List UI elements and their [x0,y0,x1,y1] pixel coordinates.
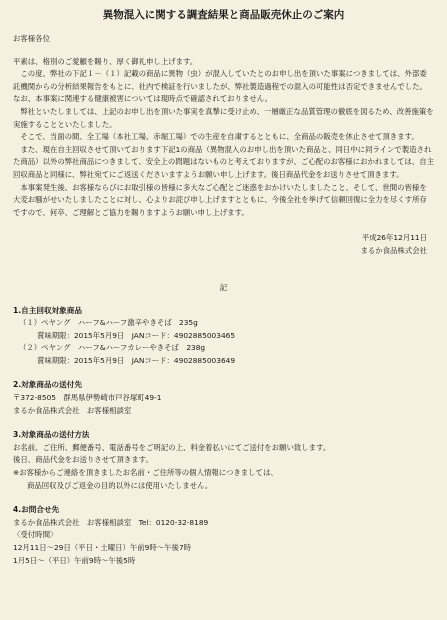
section-title: 3.対象商品の送付方法 [13,430,90,440]
page-title: 異物混入に関する調査結果と商品販売休止のご案内 [102,9,345,21]
hours-label: 〈受付時間〉 [13,530,58,540]
section-title: 1.自主回収対象商品 [13,305,82,315]
paragraph-return-request: また、現在自主回収させて頂いております下記1の商品（異物混入のお申し出を頂いた商品と、同日中に同ラインで製造された商品）以外の弊社商品につきまして、安全上の問題はないものと考えておりますが、ご心配のお客様におかれましては、自主回収商品と同様に、弊社宛てにご返送くださいますようお願い申し上げます。後日商品代金をお送りさせて頂きます。 [13,144,434,179]
paragraph-apology: 本事案発生後、お客様ならびにお取引様の皆様に多大なご心配とご迷惑をおかけいたしましたこと、そして、世間の皆様を大変お騒がせいたしましたことに対し、心よりお詫び申し上げますとともに、今後全社を挙げて信頼回復に全力を尽くす所存ですので、何卒、ご理解とご協力を賜りますようお願い申し上げます。 [13,182,427,217]
greeting: お客様各位 [13,34,50,43]
ki-heading: 記 [219,282,228,292]
hours-line: 12月11日～29日（平日・土曜日）午前9時～午後7時 [13,543,192,552]
contact-line: まるか食品株式会社 お客様相談室 Tel：0120-32-8189 [13,517,209,527]
paragraph-incident: この度、弊社の下記１－（１）記載の商品に異物（虫）が混入していたとのお申し出を頂いた事案につきましては、外部委託機関からの分析結果報告をもとに、社内で検証を行いましたが、弊社製造過程での混入の可能性は否定できませんでした。なお、本事案に関連する健康被害については現時点で確認されておりません。 [13,69,427,104]
paragraph-suspension: そこで、当面の間、全工場（本社工場、赤堀工場）での生産を自粛するとともに、全商品の販売を休止させて頂きます。 [20,132,419,142]
paragraph-measures: 弊社といたしましては、上記のお申し出を頂いた事実を真摯に受け止め、一層厳正な品質管理の徹底を図るため、改善施策を実施することといたしました。 [13,106,434,129]
product-item-1: （１）ペヤング ハーフ&ハーフ激辛やきそば 235g [19,318,198,328]
paragraph-opening: 平素は、格別のご愛顧を賜り、厚く御礼申し上げます。 [13,56,198,66]
address-recipient: まるか食品株式会社 お客様相談室 [13,405,132,415]
hours-line: 1月5日～（平日）午前9時～午後5時 [13,555,136,565]
product-item-2: （２）ペヤング ハーフ&ハーフカレーやきそば 238g [19,343,206,353]
product-item-1-detail: 賞味期限：2015年5月9日 JANコード：4902885003465 [37,330,236,340]
method-line: 後日、商品代金をお送りさせて頂きます。 [13,455,153,465]
method-line: お名前、ご住所、郵便番号、電話番号をご明記の上、料金着払いにてご送付をお願い致します。 [13,442,331,452]
section-title: 4.お問合せ先 [13,505,60,515]
section-shipping-method [13,429,434,492]
section-contact [13,504,434,567]
privacy-note: ※お客様からご連絡を頂きましたお名前・ご住所等の個人情報につきましては、 [13,468,278,478]
company-name: まるか食品株式会社 [360,245,427,255]
section-recall-products [13,305,434,368]
product-item-2-detail: 賞味期限：2015年5月9日 JANコード：4902885003649 [37,355,236,365]
address-line: 〒372-8505 群馬県伊勢崎市戸谷塚町49-1 [13,393,162,403]
section-title: 2.対象商品の送付先 [13,380,82,390]
privacy-note-continued: 商品回収及びご返金の目的以外には使用いたしません。 [27,480,213,490]
notice-date: 平成26年12月11日 [361,233,427,243]
section-shipping-address [13,379,434,417]
